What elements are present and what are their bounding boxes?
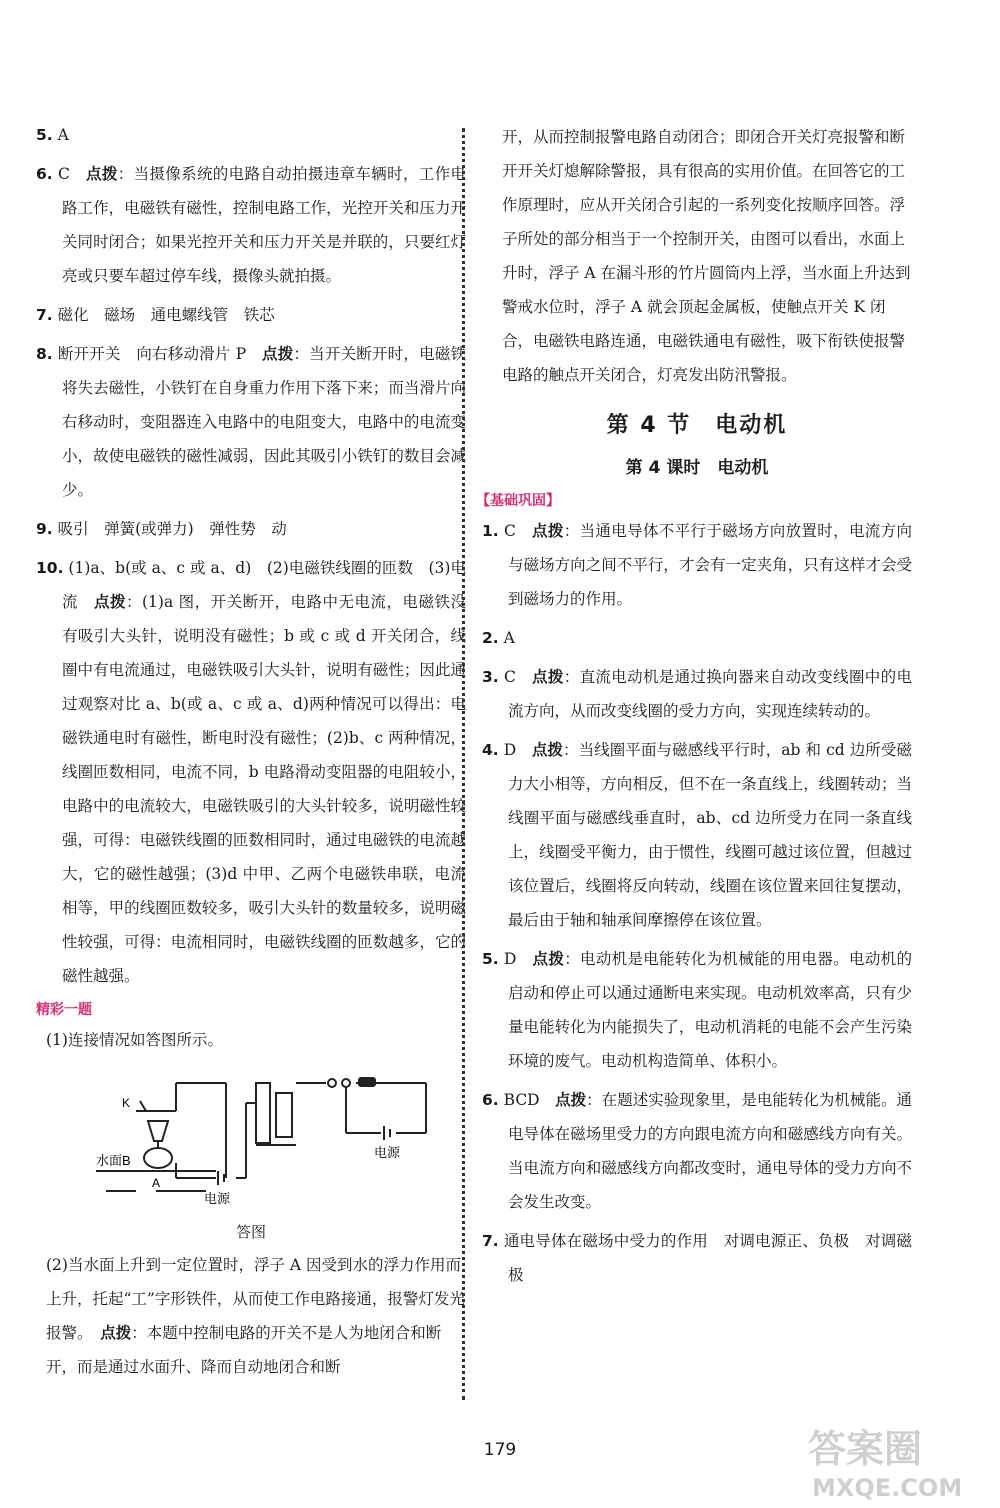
circuit-svg xyxy=(96,1063,436,1213)
continuation-text: 开，从而控制报警电路自动闭合；即闭合开关灯亮报警和断开开关灯熄解除警报，具有很高的实用价值。在回答它的工作原理时，应从开关闭合引起的一系列变化按顺序回答。浮子所处的部分相当于一个控制开关，由图可以看出，水面上升时，浮子 A 在漏斗形的竹片圆筒内上浮，当水面上升达到警戒水位时，浮子 A 就会顶起金属板，使触点开关 K 闭合，电磁铁电路连通，电磁铁通电有磁性，吸下衔铁使报警电路的触点开关闭合，灯亮发出防汛警报。 xyxy=(502,128,911,384)
hint-label: 点拨 xyxy=(532,668,564,686)
label-k: K xyxy=(122,1096,131,1110)
watermark-line-2: MXQE.COM xyxy=(812,1474,963,1502)
answer-item-8: 8. 断开开关 向右移动滑片 P 点拨：当开关断开时，电磁铁将失去磁性，小铁钉在自身重力作用下落下来；而当滑片向右移动时，变阻器连入电路中的电阻变大，电路中的电流变小，故使电磁铁的磁性减弱，因此其吸引小铁钉的数目会减少。 xyxy=(36,345,466,499)
left-column xyxy=(36,118,466,1384)
answer-item-7: 7. 磁化 磁场 通电螺线管 铁芯 xyxy=(36,306,275,324)
answer-item-r1: 1. C 点拨：当通电导体不平行于磁场方向放置时，电流方向与磁场方向之间不平行，才会有一定夹角，只有这样才会受到磁场力的作用。 xyxy=(482,522,912,608)
watermark-line-1: 答案圈 xyxy=(808,1427,923,1471)
hint-label: 点拨 xyxy=(555,1091,587,1109)
label-power-work: 电源 xyxy=(374,1145,401,1160)
answer-item-6: 6. C 点拨：当摄像系统的电路自动拍摄违章车辆时，工作电路工作，电磁铁有磁性，控制电路工作，光控开关和压力开关同时闭合；如果光控开关和压力开关是并联的，只要红灯亮或只要车超过停车线，摄像头就拍摄。 xyxy=(36,165,466,285)
answer-item-r5: 5. D 点拨：电动机是电能转化为机械能的用电器。电动机的启动和停止可以通过通断电来实现。电动机效率高，只有少量电能转化为内能损失了，电动机消耗的电能不会产生污染环境的废气。电动机构造简单、体积小。 xyxy=(482,950,912,1070)
section-title: 第 4 节 电动机 xyxy=(606,413,788,438)
hint-label: 点拨 xyxy=(94,593,126,611)
hint-label: 点拨 xyxy=(86,165,118,183)
answer-item-r4: 4. D 点拨：当线圈平面与磁感线平行时，ab 和 cd 边所受磁力大小相等，方向相反，但不在一条直线上，线圈转动；当线圈平面与磁感线垂直时，ab、cd 边所受力在同一条直线上，线圈受平衡力，由于惯性，线圈可越过该位置，但越过该位置后，线圈将反向转动，线圈在该位置来回往复摆动，最后由于轴和轴承间摩擦停在该位置。 xyxy=(482,741,912,929)
answer-item-10: 10. (1)a、b(或 a、c 或 a、d) (2)电磁铁线圈的匝数 (3)电流 点拨：(1)a 图，开关断开，电路中无电流，电磁铁没有吸引大头针，说明没有磁性；b 或 c 或 d 开关闭合，线圈中有电流通过，电磁铁吸引大头针，说明有磁性；因此通过观察对比 a、b(或 a、c 或 a、d)两种情况可以得出：电磁铁通电时有磁性，断电时没有磁性；(2)b、c 两种情况，线圈匝数相同，电流不同，b 电路滑动变阻器的电阻较小，电路中的电流较大，电磁铁吸引的大头针较多，说明磁性较强，可得：电磁铁线圈的匝数相同时，通过电磁铁的电流越大，它的磁性越强；(3)d 中甲、乙两个电磁铁串联，电流相等，甲的线圈匝数较多，吸引大头针的数量较多，说明磁性较强，可得：电流相同时，电磁铁线圈的匝数越多，它的磁性越强。 xyxy=(36,559,466,985)
answer-item-r2: 2. A xyxy=(482,629,515,647)
hint-label: 点拨 xyxy=(100,1324,132,1342)
answer-item-r3: 3. C 点拨：直流电动机是通过换向器来自动改变线圈中的电流方向，从而改变线圈的受力方向，实现连续转动的。 xyxy=(482,668,912,720)
hint-label: 点拨 xyxy=(262,345,294,363)
answer-item-r7: 7. 通电导体在磁场中受力的作用 对调电源正、负极 对调磁极 xyxy=(482,1232,912,1284)
right-column xyxy=(476,120,912,1297)
question-2-text: (2)当水面上升到一定位置时，浮子 A 因受到水的浮力作用而上升，托起“工”字形铁件，从而使工作电路接通，报警灯发光报警。 点拨：本题中控制电路的开关不是人为地闭合和断开，而是通过水面升、降而自动地闭合和断 xyxy=(46,1256,465,1376)
label-float-a: A xyxy=(152,1176,161,1190)
watermark-logo xyxy=(800,1418,990,1502)
page-number: 179 xyxy=(483,1440,517,1460)
answer-item-r6: 6. BCD 点拨：在题述实验现象里，是电能转化为机械能。通电导体在磁场里受力的方向跟电流方向和磁感线方向有关。当电流方向和磁感线方向都改变时，通电导体的受力方向不会发生改变。 xyxy=(482,1091,912,1211)
figure-caption: 答图 xyxy=(235,1223,266,1241)
label-power-control: 电源 xyxy=(204,1191,231,1206)
hint-label: 点拨 xyxy=(532,950,565,968)
hint-label: 点拨 xyxy=(531,741,564,759)
hint-label: 点拨 xyxy=(532,522,564,540)
circuit-diagram xyxy=(96,1063,436,1213)
column-divider xyxy=(462,128,465,1400)
basic-consolidation-label: 【基础巩固】 xyxy=(476,493,560,509)
answer-item-5: 5. A xyxy=(36,126,69,144)
section-label-highlight: 精彩一题 xyxy=(36,1002,92,1018)
answer-item-9: 9. 吸引 弹簧(或弹力) 弹性势 动 xyxy=(36,520,287,538)
label-water-surface: 水面B xyxy=(96,1153,131,1168)
lesson-title: 第 4 课时 电动机 xyxy=(625,458,769,478)
watermark-svg xyxy=(800,1418,990,1502)
question-1-text: (1)连接情况如答图所示。 xyxy=(46,1031,223,1049)
